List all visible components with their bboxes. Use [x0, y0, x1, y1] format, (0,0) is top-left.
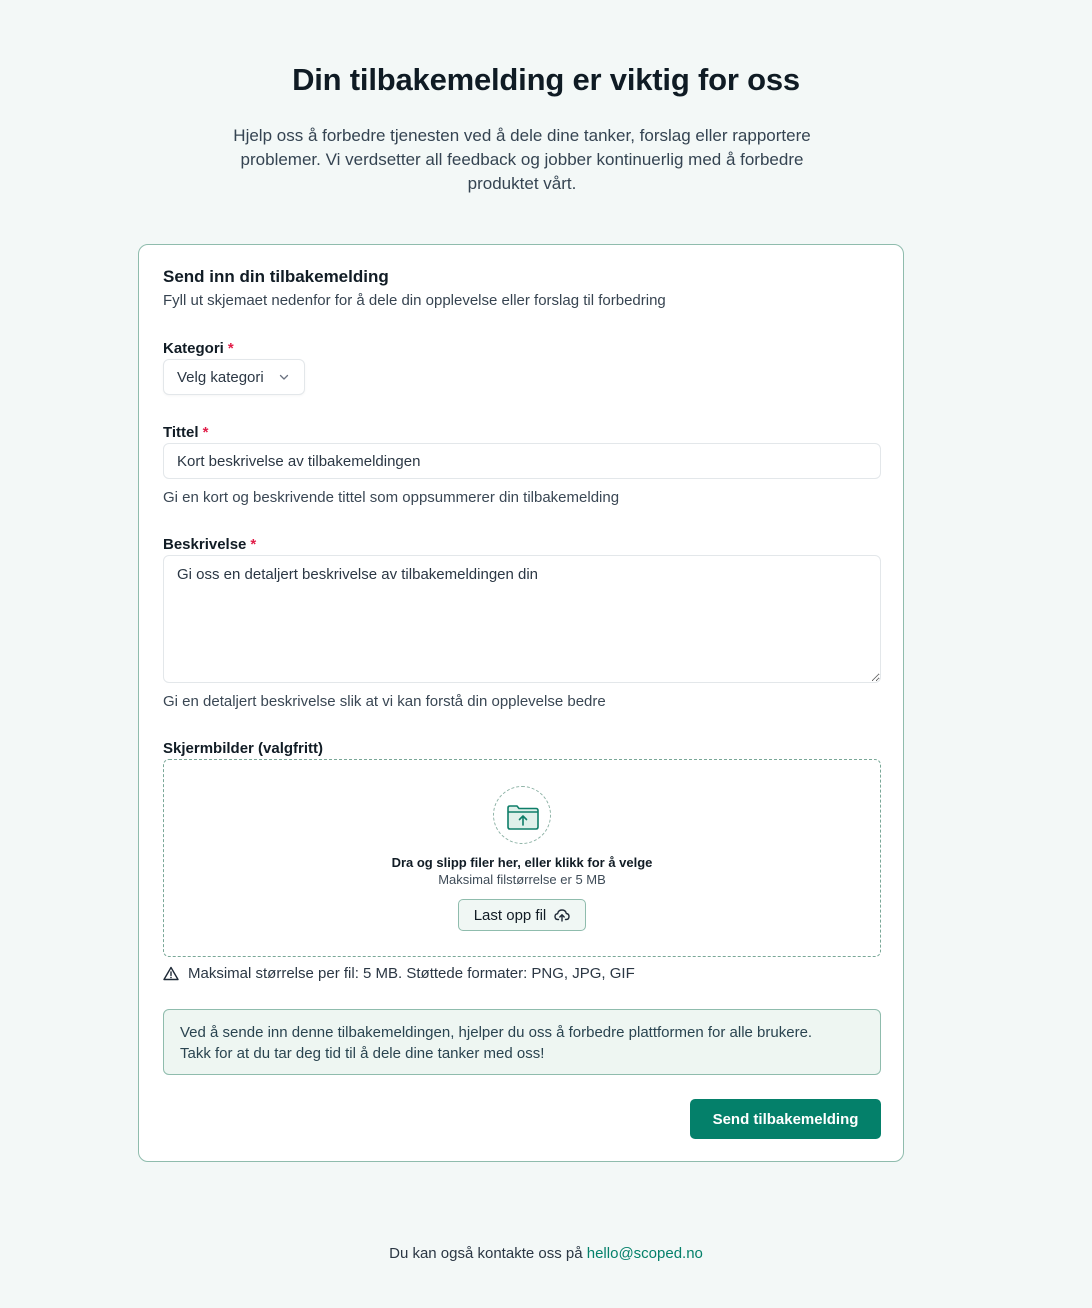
info-notice — [163, 1009, 881, 1075]
cloud-upload-icon — [554, 908, 570, 922]
file-constraints — [163, 965, 635, 982]
required-marker: * — [202, 424, 209, 441]
chevron-down-icon — [278, 371, 290, 383]
description-label: Beskrivelse * — [163, 536, 257, 553]
contact-footer — [0, 1245, 1092, 1262]
required-marker: * — [227, 340, 234, 357]
dropzone-instruction: Dra og slipp filer her, eller klikk for å velge — [391, 855, 653, 870]
feedback-form-card — [138, 244, 904, 1162]
page-title: Din tilbakemelding er viktig for oss — [292, 62, 800, 97]
page-subtitle: Hjelp oss å forbedre tjenesten ved å dele dine tanker, forslag eller rapportere problemer. Vi verdsetter all feedback og jobber kontinuerlig med å forbedre produktet vårt. — [233, 126, 811, 193]
title-hint: Gi en kort og beskrivende tittel som oppsummerer din tilbakemelding — [163, 489, 620, 506]
submit-feedback-button[interactable]: Send tilbakemelding — [690, 1099, 881, 1139]
footer-text: Du kan også kontakte oss på — [389, 1245, 583, 1262]
title-label: Tittel * — [163, 424, 209, 441]
dropzone-max-size: Maksimal filstørrelse er 5 MB — [438, 872, 606, 887]
file-dropzone[interactable] — [163, 759, 881, 957]
form-description: Fyll ut skjemaet nedenfor for å dele din opplevelse eller forslag til forbedring — [163, 292, 666, 309]
upload-file-button[interactable]: Last opp fil — [458, 899, 586, 931]
title-input[interactable] — [163, 443, 881, 479]
notice-line-1: Ved å sende inn denne tilbakemeldingen, hjelper du oss å forbedre plattformen for alle brukere. — [180, 1024, 813, 1041]
category-selected-value: Velg kategori — [177, 368, 264, 386]
description-hint: Gi en detaljert beskrivelse slik at vi kan forstå din opplevelse bedre — [163, 693, 606, 710]
description-textarea[interactable] — [163, 555, 881, 683]
upload-icon-circle — [493, 786, 551, 844]
warning-icon — [163, 966, 179, 981]
form-title: Send inn din tilbakemelding — [163, 267, 389, 286]
category-label: Kategori * — [163, 340, 234, 357]
contact-email-link[interactable]: hello@scoped.no — [586, 1245, 703, 1262]
required-marker: * — [250, 536, 257, 553]
category-select[interactable] — [163, 359, 305, 395]
notice-line-2: Takk for at du tar deg tid til å dele dine tanker med oss! — [180, 1045, 545, 1062]
screenshots-label: Skjermbilder (valgfritt) — [163, 740, 324, 757]
file-constraints-text: Maksimal størrelse per fil: 5 MB. Støttede formater: PNG, JPG, GIF — [188, 965, 635, 982]
folder-upload-icon — [506, 801, 540, 831]
